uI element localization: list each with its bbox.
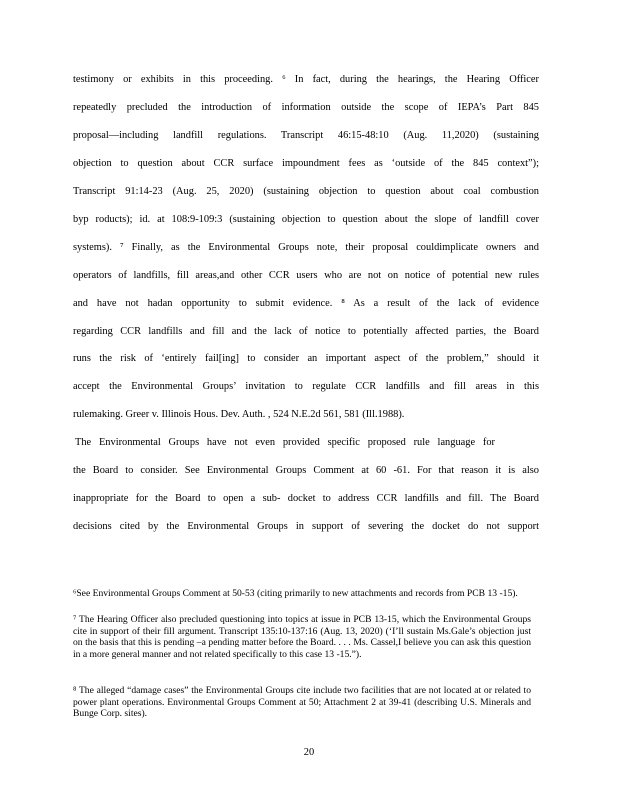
- body-line: systems). ⁷ Finally, as the Environmental Groups note, their proposal couldimplicate owners and: [73, 242, 539, 253]
- footnote: ⁶See Environmental Groups Comment at 50-53 (citing primarily to new attachments and records from PCB 13 -15).: [73, 588, 518, 599]
- page-number: 20: [303, 747, 315, 758]
- body-line: Transcript 91:14-23 (Aug. 25, 2020) (sustaining objection to question about coal combustion: [73, 186, 539, 197]
- body-line: objection to question about CCR surface impoundment fees as ‘outside of the 845 context”);: [73, 158, 539, 169]
- body-line: runs the risk of ‘entirely fail[ing] to consider an important aspect of the problem,” should it: [73, 353, 539, 364]
- body-line: and have not hadan opportunity to submit evidence. ⁸ As a result of the lack of evidence: [73, 298, 539, 309]
- body-line: inappropriate for the Board to open a sub- docket to address CCR landfills and fill. The Board: [73, 493, 539, 504]
- body-line: operators of landfills, fill areas,and other CCR users who are not on notice of potential new rules: [73, 270, 539, 281]
- body-line: accept the Environmental Groups’ invitation to regulate CCR landfills and fill areas in this: [73, 381, 539, 392]
- body-line: the Board to consider. See Environmental Groups Comment at 60 -61. For that reason it is also: [73, 465, 539, 476]
- body-line: The Environmental Groups have not even provided specific proposed rule language for: [75, 437, 495, 448]
- body-line: testimony or exhibits in this proceeding. ⁶ In fact, during the hearings, the Hearing Officer: [73, 74, 539, 85]
- body-line: repeatedly precluded the introduction of information outside the scope of IEPA’s Part 845: [73, 102, 539, 113]
- body-line: regarding CCR landfills and fill and the lack of notice to potentially affected parties, the Board: [73, 326, 539, 337]
- body-line: proposal—including landfill regulations. Transcript 46:15-48:10 (Aug. 11,2020) (sustaining: [73, 130, 539, 141]
- body-line: rulemaking. Greer v. Illinois Hous. Dev. Auth. , 524 N.E.2d 561, 581 (Ill.1988).: [73, 409, 405, 420]
- body-line: decisions cited by the Environmental Groups in support of severing the docket do not support: [73, 521, 539, 532]
- footnote: ⁷ The Hearing Officer also precluded questioning into topics at issue in PCB 13-15, which the Environmental Groups cite in support of their fill argument. Transcript 135:10-137:16 (Aug. 13, 2020) (‘I’ll sustain Ms.Gale’s objection just on the basis that this is pending –a pending matter before the Board. . . . Ms. Cassel,I believe you can ask this question in a more general manner and not related specifically to this case 13 -15.”).: [73, 614, 531, 660]
- body-line: byp roducts); id. at 108:9-109:3 (sustaining objection to question about the slope of landfill cover: [73, 214, 539, 225]
- footnote: ⁸ The alleged “damage cases” the Environmental Groups cite include two facilities that are not located at or related to power plant operations. Environmental Groups Comment at 50; Attachment 2 at 39-41 (describing U.S. Minerals and Bunge Corp. sites).: [73, 685, 531, 719]
